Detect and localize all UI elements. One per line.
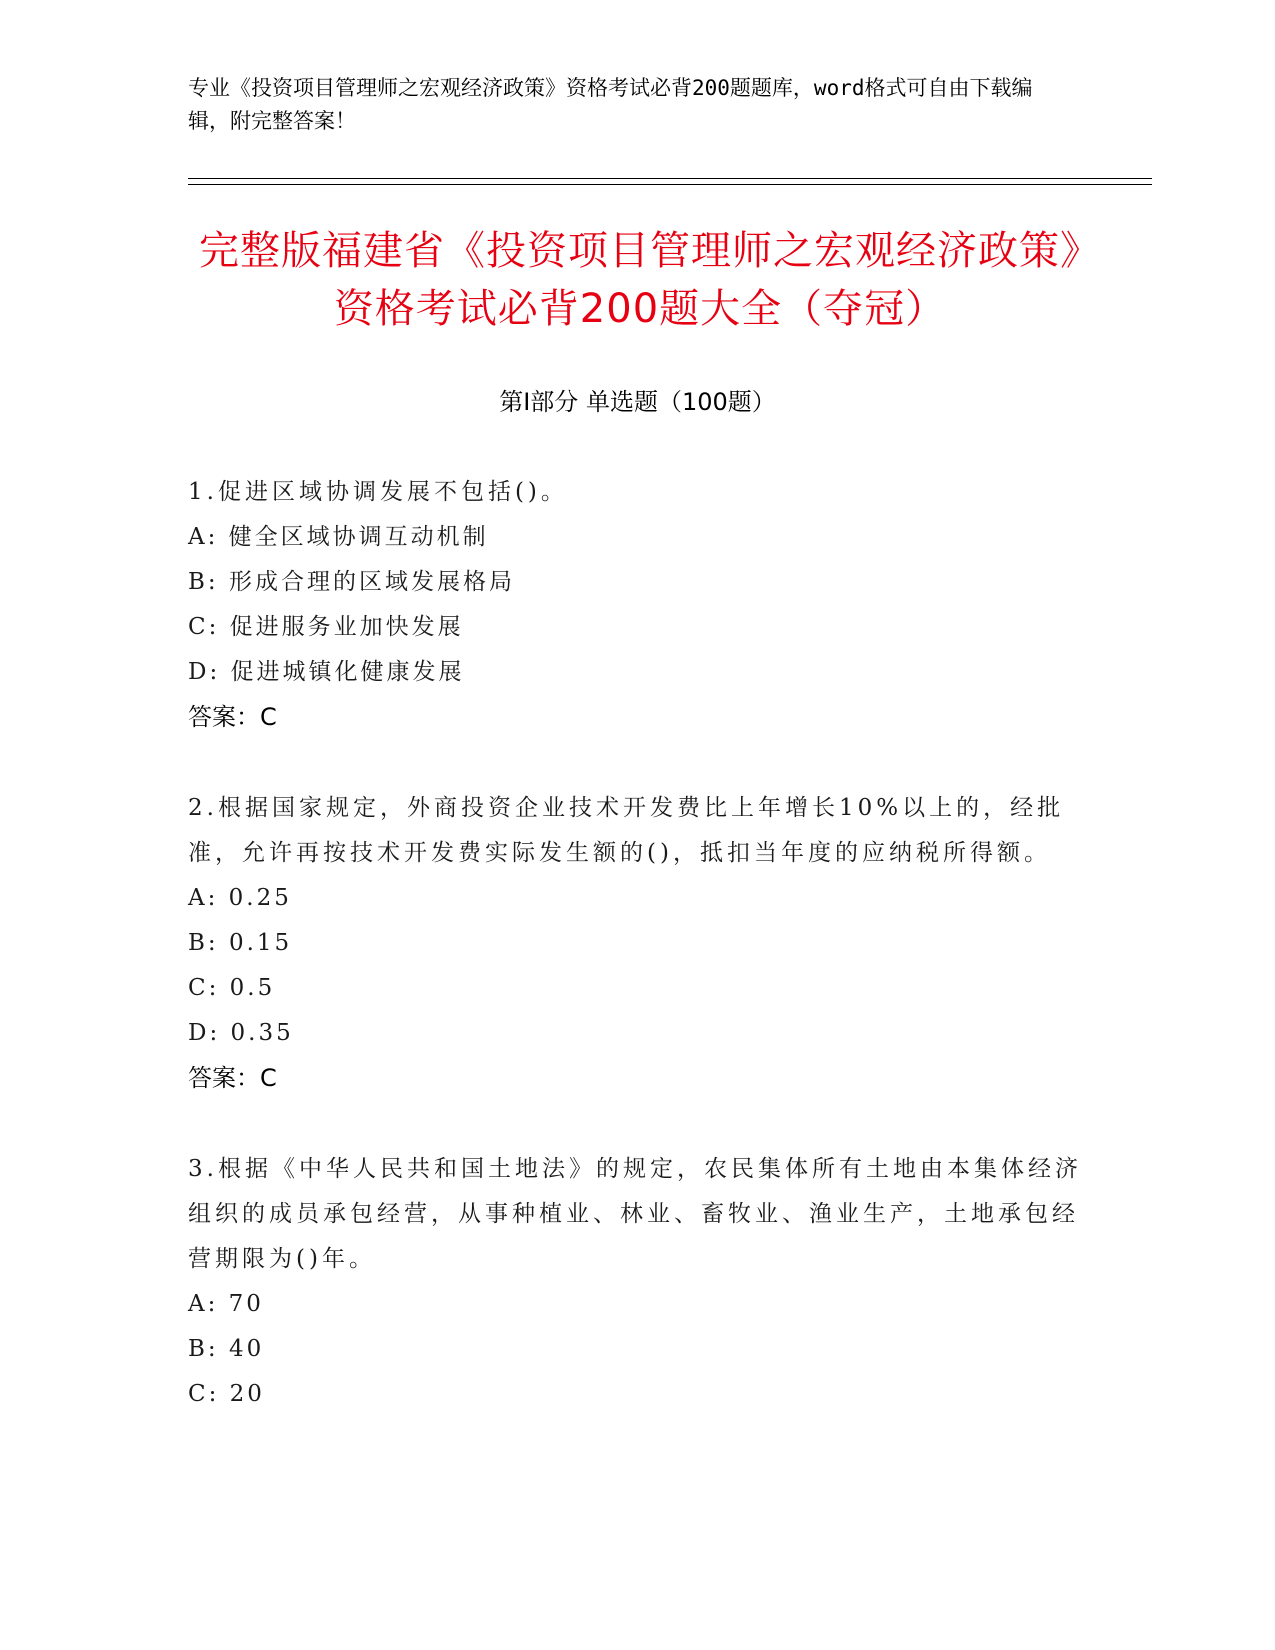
question-list — [188, 470, 1088, 1463]
question-stem: 3.根据《中华人民共和国土地法》的规定，农民集体所有土地由本集体经济组织的成员承包经营，从事种植业、林业、畜牧业、渔业生产，土地承包经营期限为()年。 — [188, 1156, 1082, 1272]
question-1 — [188, 470, 1088, 740]
option-a: A: 70 — [188, 1291, 264, 1317]
document-title: 完整版福建省《投资项目管理师之宏观经济政策》资格考试必背200题大全（夺冠） — [199, 228, 1081, 332]
option-c: C: 促进服务业加快发展 — [188, 614, 464, 640]
section-title: 第Ⅰ部分 单选题（100题） — [499, 388, 776, 416]
question-2 — [188, 786, 1088, 1101]
answer: 答案：C — [188, 703, 277, 731]
option-b: B: 40 — [188, 1336, 265, 1362]
question-3 — [188, 1147, 1088, 1417]
answer: 答案：C — [188, 1064, 277, 1092]
option-d: D: 0.35 — [188, 1020, 294, 1046]
option-d: D: 促进城镇化健康发展 — [188, 659, 465, 685]
header-divider-bottom — [188, 184, 1152, 185]
question-stem: 2.根据国家规定，外商投资企业技术开发费比上年增长10%以上的，经批准，允许再按技术开发费实际发生额的()，抵扣当年度的应纳税所得额。 — [188, 795, 1065, 866]
option-c: C: 20 — [188, 1381, 265, 1407]
header-note: 专业《投资项目管理师之宏观经济政策》资格考试必背200题题库，word格式可自由下载编辑，附完整答案！ — [188, 76, 1033, 133]
option-b: B: 形成合理的区域发展格局 — [188, 569, 515, 595]
option-b: B: 0.15 — [188, 930, 293, 956]
option-a: A: 健全区域协调互动机制 — [188, 524, 489, 550]
option-c: C: 0.5 — [188, 975, 276, 1001]
header-divider-top — [188, 178, 1152, 179]
option-a: A: 0.25 — [188, 885, 292, 911]
question-stem: 1.促进区域协调发展不包括()。 — [188, 479, 568, 505]
